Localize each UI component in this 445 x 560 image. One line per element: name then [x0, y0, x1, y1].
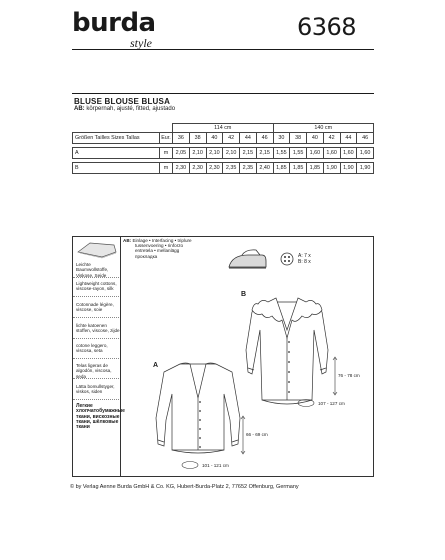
eur-label: Eur. [160, 133, 173, 144]
size-cell: 38 [290, 133, 307, 144]
header-rule-bottom [72, 93, 374, 94]
width-140-header: 140 cm [273, 124, 374, 133]
yardage-cell: 1,85 [307, 163, 324, 174]
size-cell: 44 [240, 133, 257, 144]
row-label: B [73, 163, 160, 174]
pattern-number: 6368 [297, 13, 357, 41]
interfacing-line: tussenvoering • rinforzo [135, 243, 184, 249]
buttons-view-b: B: 8 x [298, 259, 311, 265]
fabric-es: Telas ligeras de algodón, viscosa, seda [76, 363, 112, 379]
yardage-cell: 1,60 [357, 148, 374, 159]
size-cell: 42 [223, 133, 240, 144]
fabric-en: Lightweight cottons, viscose-rayon, silk [76, 281, 117, 292]
interfacing-line: entretela • mellanlägg [135, 248, 180, 254]
yardage-cell: 1,55 [290, 148, 307, 159]
yardage-cell: 2,10 [189, 148, 206, 159]
button-icon [280, 252, 294, 266]
fabric-swatch-icon [76, 240, 118, 260]
size-cell: 46 [256, 133, 273, 144]
fit-prefix: AB: [74, 106, 85, 112]
size-cell: 36 [173, 133, 190, 144]
yardage-cell: 1,85 [290, 163, 307, 174]
fabric-fr: Cotonnade légère, viscose, soie [76, 302, 114, 313]
yardage-cell: 1,60 [340, 148, 357, 159]
yardage-cell: 2,05 [173, 148, 190, 159]
copyright-notice: © by Verlag Aenne Burda GmbH & Co. KG, Hubert-Burda-Platz 2, 77652 Offenburg, Germany [70, 484, 299, 490]
size-cell: 42 [323, 133, 340, 144]
row-label: A [73, 148, 160, 159]
interfacing-line: Einlage • Interfacing • triplure [132, 238, 192, 243]
fit-description [74, 106, 175, 112]
fabric-nl: lichte katoenen stoffen, viscose, zijde [76, 323, 120, 334]
yardage-cell: 1,60 [323, 148, 340, 159]
brand-tagline: style [130, 36, 152, 50]
garment-title: BLUSE BLOUSE BLUSA [74, 97, 171, 106]
sizes-header-label: Größen Tailles Sizes Tallas [73, 133, 160, 144]
interfacing-line: прокладка [135, 253, 158, 259]
width-114-header: 114 cm [173, 124, 274, 133]
row-unit: m [160, 163, 173, 174]
yardage-cell: 1,90 [323, 163, 340, 174]
view-b-length: 76 - 78 cm [338, 373, 360, 378]
table-row [73, 163, 374, 174]
size-cell: 40 [307, 133, 324, 144]
yardage-cell: 2,35 [223, 163, 240, 174]
yardage-cell: 2,30 [206, 163, 223, 174]
yardage-cell: 2,15 [256, 148, 273, 159]
column-divider [120, 236, 121, 477]
iron-icon [226, 249, 268, 271]
fabric-de: Leichte Baumwollstoffe, Viskose, Seide [76, 262, 109, 278]
yardage-cell: 1,90 [357, 163, 374, 174]
yardage-cell: 2,15 [240, 148, 257, 159]
view-a-width-tape-icon [180, 460, 200, 470]
fabric-sv: Lätta bomullstyger, viskos, siden [76, 384, 115, 395]
yardage-cell: 2,30 [173, 163, 190, 174]
view-a-illustration [150, 358, 246, 458]
size-cell: 40 [206, 133, 223, 144]
table-row [73, 148, 374, 159]
view-b-letter: B [241, 291, 247, 298]
view-b-width-tape-icon [296, 398, 316, 408]
yardage-cell: 2,10 [206, 148, 223, 159]
yardage-cell: 1,90 [340, 163, 357, 174]
yardage-cell: 2,40 [256, 163, 273, 174]
size-cell: 38 [189, 133, 206, 144]
view-a-length: 66 - 69 cm [246, 432, 268, 437]
fabric-ru: Легкие хлопчатобумажные ткани, вискозные ткани, шёлковые ткани [76, 403, 125, 431]
fit-text: körpernah, ajusté, fitted, ajustado [86, 106, 176, 112]
size-cell: 30 [273, 133, 290, 144]
yardage-cell: 1,60 [307, 148, 324, 159]
yardage-cell: 1,85 [273, 163, 290, 174]
view-a-letter: A [153, 362, 159, 369]
buttons-view-a: A: 7 x [298, 253, 311, 259]
view-b-illustration [238, 290, 336, 418]
yardage-table [72, 123, 374, 174]
yardage-cell: 2,10 [223, 148, 240, 159]
interfacing-legend [123, 238, 192, 259]
interfacing-prefix: AB: [123, 238, 132, 243]
view-a-width: 101 - 121 cm [202, 463, 229, 468]
yardage-cell: 2,30 [189, 163, 206, 174]
brand-name: burda [72, 8, 156, 38]
button-count-legend [298, 253, 311, 265]
size-cell: 46 [357, 133, 374, 144]
yardage-cell: 1,55 [273, 148, 290, 159]
brand-logo [72, 8, 156, 50]
view-b-width: 107 - 127 cm [318, 401, 345, 406]
yardage-cell: 2,35 [240, 163, 257, 174]
row-unit: m [160, 148, 173, 159]
fabric-it: cotone leggero, viscosa, seta [76, 343, 108, 354]
size-cell: 44 [340, 133, 357, 144]
header-rule-top [72, 49, 374, 50]
